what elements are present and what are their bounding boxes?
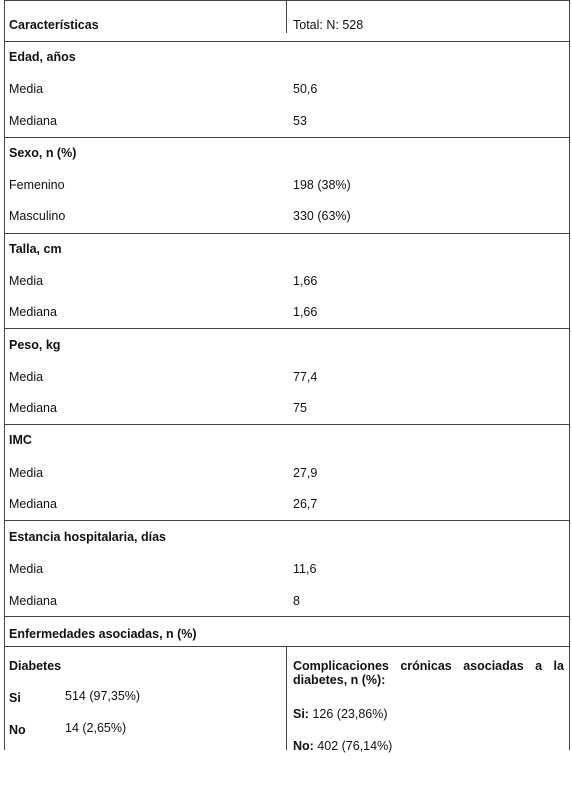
- row-label: Masculino: [9, 209, 66, 223]
- section-title-estancia: Estancia hospitalaria, días: [9, 530, 167, 544]
- complicaciones-no-label: No:: [293, 739, 314, 753]
- header-total: Total: N: 528: [293, 18, 364, 32]
- row-value: 50,6: [293, 82, 318, 96]
- row-value: 26,7: [293, 497, 318, 511]
- divider-imc: [4, 424, 570, 425]
- row-label: Mediana: [9, 401, 57, 415]
- complicaciones-si: [293, 707, 388, 721]
- row-label: Media: [9, 466, 44, 480]
- section-title-enfermedades: Enfermedades asociadas, n (%): [9, 627, 197, 641]
- row-value: 77,4: [293, 370, 318, 384]
- row-label: Media: [9, 562, 44, 576]
- row-value: 198 (38%): [293, 178, 351, 192]
- complicaciones-si-value: 126 (23,86%): [308, 707, 388, 721]
- row-value: 11,6: [293, 562, 317, 576]
- divider-peso: [4, 328, 570, 329]
- diabetes-no-value: 14 (2,65%): [65, 721, 127, 735]
- complicaciones-no: [293, 739, 392, 753]
- row-value: 1,66: [293, 305, 318, 319]
- divider-header: [4, 41, 570, 42]
- row-value: 75: [293, 401, 307, 415]
- table-right-border: [569, 0, 570, 750]
- diabetes-si-label: Si: [9, 691, 21, 705]
- section-title-imc: IMC: [9, 433, 32, 447]
- header-characteristics: Características: [9, 18, 99, 32]
- row-label: Media: [9, 370, 44, 384]
- row-label: Media: [9, 82, 44, 96]
- divider-diabetes: [4, 646, 570, 647]
- row-value: 1,66: [293, 274, 318, 288]
- row-value: 27,9: [293, 466, 318, 480]
- bottom-column-divider: [286, 646, 287, 750]
- divider-estancia: [4, 520, 570, 521]
- table-left-border: [4, 0, 5, 750]
- header-column-divider: [286, 0, 287, 33]
- complicaciones-no-value: 402 (76,14%): [313, 739, 393, 753]
- row-value: 330 (63%): [293, 209, 351, 223]
- section-title-peso: Peso, kg: [9, 338, 61, 352]
- section-title-edad: Edad, años: [9, 50, 76, 64]
- row-value: 53: [293, 114, 307, 128]
- complicaciones-si-label: Si:: [293, 707, 309, 721]
- row-label: Mediana: [9, 114, 57, 128]
- row-label: Media: [9, 274, 44, 288]
- row-label: Mediana: [9, 594, 57, 608]
- table-top-border: [4, 0, 570, 1]
- diabetes-no-label: No: [9, 723, 26, 737]
- section-title-sexo: Sexo, n (%): [9, 146, 77, 160]
- section-title-talla: Talla, cm: [9, 242, 62, 256]
- diabetes-si-value: 514 (97,35%): [65, 689, 141, 703]
- divider-enfermedades: [4, 616, 570, 617]
- row-label: Mediana: [9, 497, 57, 511]
- row-label: Mediana: [9, 305, 57, 319]
- row-label: Femenino: [9, 178, 65, 192]
- complicaciones-title: Complicaciones crónicas asociadas a la diabetes, n (%):: [293, 659, 564, 687]
- diabetes-title: Diabetes: [9, 659, 62, 673]
- divider-sexo: [4, 137, 570, 138]
- row-value: 8: [293, 594, 300, 608]
- divider-talla: [4, 233, 570, 234]
